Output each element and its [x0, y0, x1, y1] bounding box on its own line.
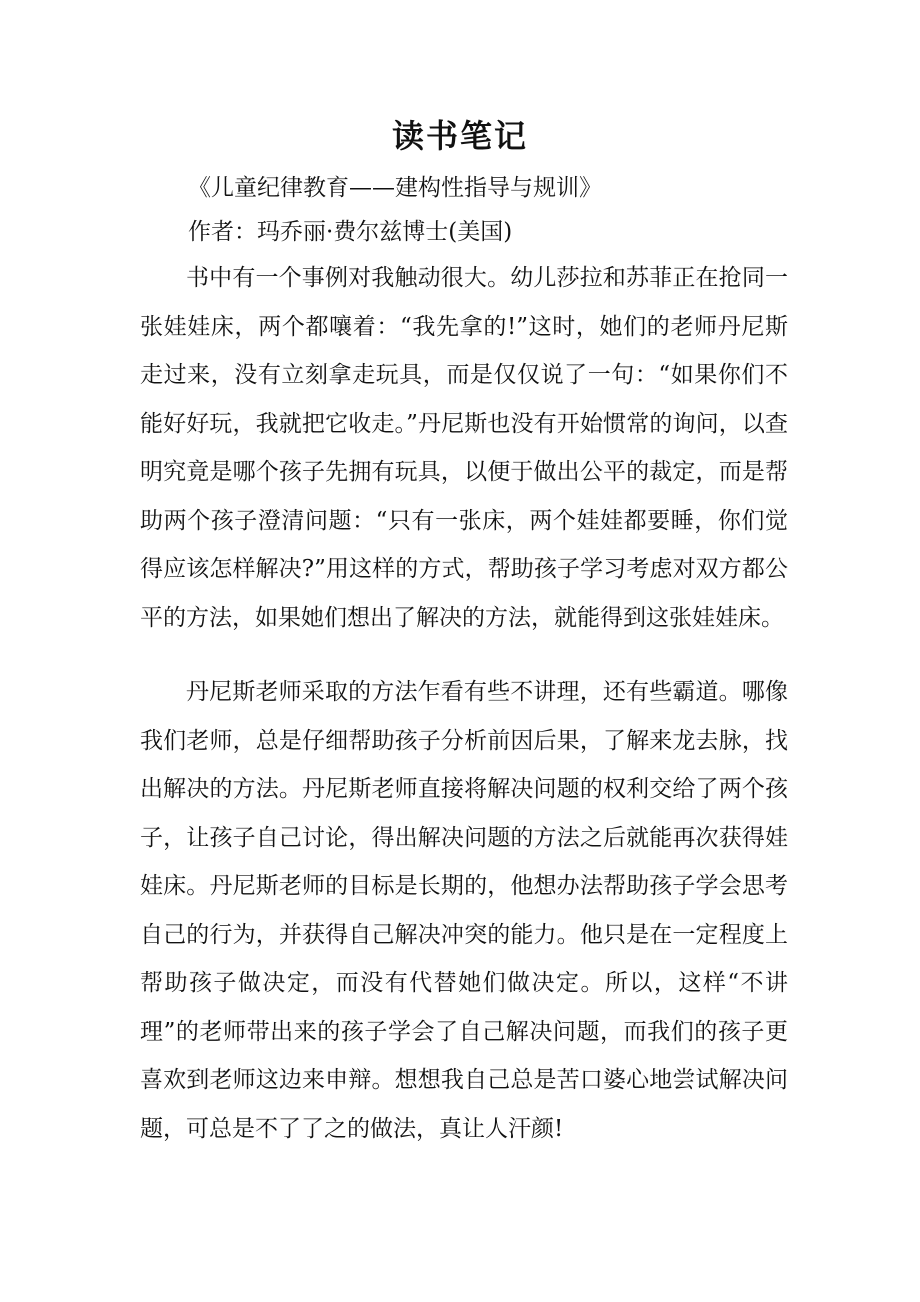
paragraph-1: 书中有一个事例对我触动很大。幼儿莎拉和苏菲正在抢同一张娃娃床，两个都嚷着：“我先拿的!”这时，她们的老师丹尼斯走过来，没有立刻拿走玩具，而是仅仅说了一句：“如果你们不能好好玩，我就把它收走。”丹尼斯也没有开始惯常的询问，以查明究竟是哪个孩子先拥有玩具，以便于做出公平的裁定，而是帮助两个孩子澄清问题：“只有一张床，两个娃娃都要睡，你们觉得应该怎样解决?”用这样的方式，帮助孩子学习考虑对双方都公平的方法，如果她们想出了解决的方法，就能得到这张娃娃床。	[140, 265, 788, 631]
author-line: 作者：玛乔丽·费尔兹博士(美国)	[188, 219, 513, 245]
book-title: 《儿童纪律教育——建构性指导与规训》	[188, 175, 602, 201]
page-title: 读书笔记	[391, 117, 528, 155]
paragraph-2: 丹尼斯老师采取的方法乍看有些不讲理，还有些霸道。哪像我们老师，总是仔细帮助孩子分析前因后果，了解来龙去脉，找出解决的方法。丹尼斯老师直接将解决问题的权利交给了两个孩子，让孩子自己讨论，得出解决问题的方法之后就能再次获得娃娃床。丹尼斯老师的目标是长期的，他想办法帮助孩子学会思考自己的行为，并获得自己解决冲突的能力。他只是在一定程度上帮助孩子做决定，而没有代替她们做决定。所以，这样“不讲理”的老师带出来的孩子学会了自己解决问题，而我们的孩子更喜欢到老师这边来申辩。想想我自己总是苦口婆心地尝试解决问题，可总是不了了之的做法，真让人汗颜!	[140, 679, 788, 1142]
